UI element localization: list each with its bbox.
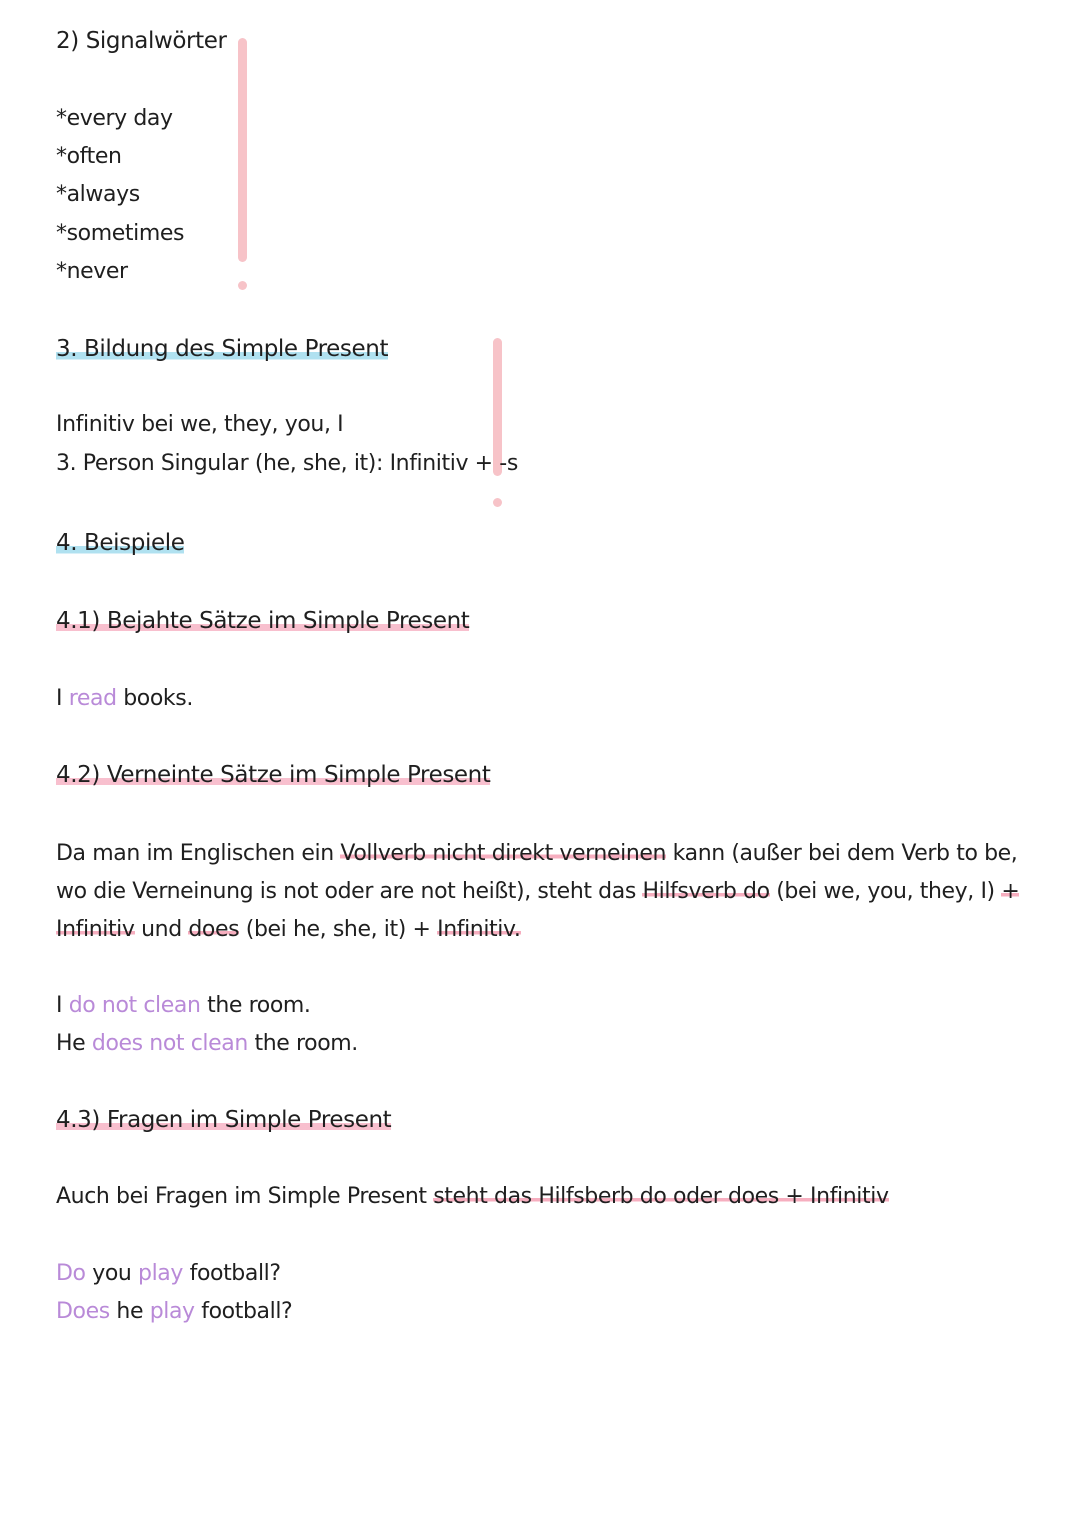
heading-text: 4. Beispiele	[56, 530, 185, 556]
paragraph-text: kann (außer bei dem Verb to be, wo die Verneinung is not oder are not heißt), steht das	[56, 841, 1018, 904]
heading-text: 3. Bildung des Simple Present	[56, 336, 389, 362]
question-sentence	[56, 1261, 281, 1286]
example-word: football?	[201, 1299, 293, 1324]
section-heading-bildung	[56, 336, 388, 362]
example-word: you	[92, 1261, 132, 1286]
rule-line: Infinitiv bei we, they, you, I	[56, 412, 344, 437]
pink-marker-bar	[238, 38, 247, 262]
signal-word-item: *always	[56, 182, 140, 207]
example-word: books.	[123, 686, 193, 711]
subsection-heading-bejahte	[56, 608, 469, 634]
rule-line: 3. Person Singular (he, she, it): Infinitiv + -s	[56, 451, 518, 476]
auxiliary-verb: Does	[56, 1299, 110, 1324]
example-word: the room.	[207, 993, 311, 1018]
pink-marker-dot	[493, 498, 502, 507]
paragraph-text: (bei we, you, they, I)	[769, 879, 1002, 904]
example-word: he	[116, 1299, 144, 1324]
paragraph-text: Da man im Englischen ein	[56, 841, 341, 866]
highlighted-phrase: Infinitiv.	[437, 917, 521, 942]
highlighted-phrase: + Infinitiv	[56, 879, 1020, 942]
signal-word-item: *every day	[56, 106, 173, 131]
section-heading-beispiele	[56, 530, 184, 556]
question-sentence	[56, 1299, 292, 1324]
example-sentence	[56, 1031, 358, 1056]
highlighted-phrase: steht das Hilfsberb do oder does + Infinitiv	[433, 1184, 889, 1209]
paragraph-text: (bei he, she, it) +	[239, 917, 438, 942]
highlighted-phrase: does	[188, 917, 240, 942]
paragraph-text: und	[134, 917, 189, 942]
paragraph-text: Auch bei Fragen im Simple Present	[56, 1184, 434, 1209]
highlighted-phrase: Vollverb nicht direkt verneinen	[340, 841, 667, 866]
example-word: He	[56, 1031, 86, 1056]
example-verb: read	[68, 686, 117, 711]
signal-word-item: *never	[56, 259, 128, 284]
example-word: I	[56, 993, 63, 1018]
signal-word-item: *sometimes	[56, 221, 185, 246]
example-word: I	[56, 686, 63, 711]
heading-text: 4.1) Bejahte Sätze im Simple Present	[56, 608, 470, 634]
example-word: football?	[189, 1261, 281, 1286]
subsection-heading-fragen	[56, 1107, 391, 1133]
example-verb: play	[138, 1261, 184, 1286]
example-sentence	[56, 993, 311, 1018]
explanation-line	[56, 1184, 889, 1209]
example-word: the room.	[254, 1031, 358, 1056]
heading-text: 4.2) Verneinte Sätze im Simple Present	[56, 762, 491, 788]
section-heading-signalwoerter: 2) Signalwörter	[56, 28, 227, 54]
example-verb: do not clean	[68, 993, 201, 1018]
signal-word-item: *often	[56, 144, 122, 169]
auxiliary-verb: Do	[56, 1261, 86, 1286]
heading-text: 4.3) Fragen im Simple Present	[56, 1107, 392, 1133]
explanation-paragraph	[56, 835, 1026, 949]
example-verb: play	[149, 1299, 195, 1324]
example-sentence	[56, 686, 193, 711]
subsection-heading-verneinte	[56, 762, 490, 788]
highlighted-phrase: Hilfsverb do	[642, 879, 770, 904]
example-verb: does not clean	[91, 1031, 248, 1056]
pink-marker-dot	[238, 281, 247, 290]
